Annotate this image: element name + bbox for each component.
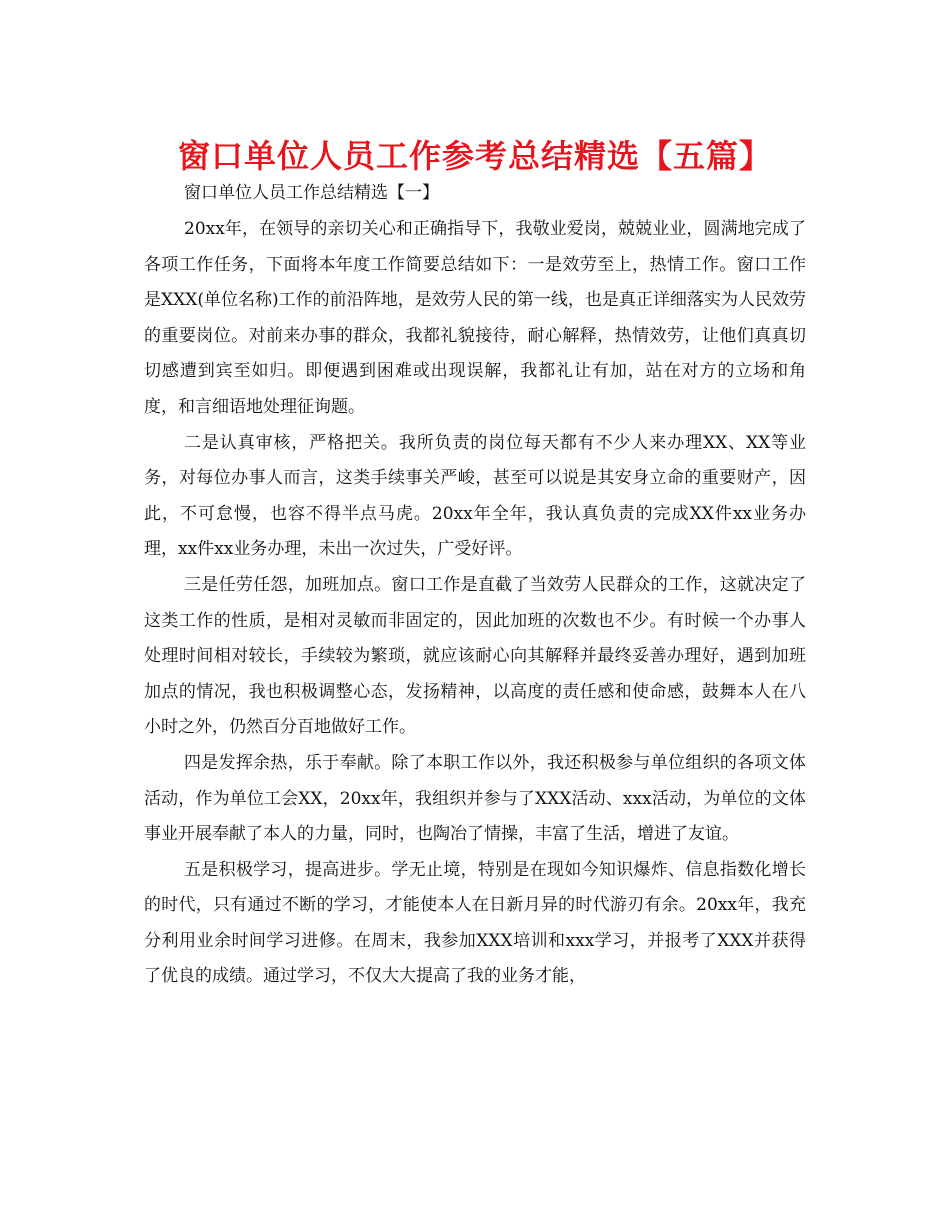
paragraph-1: 20xx年，在领导的亲切关心和正确指导下，我敬业爱岗，兢兢业业，圆满地完成了各项工作任务，下面将本年度工作简要总结如下：一是效劳至上，热情工作。窗口工作是XXX(单位名称)工作的前沿阵地，是效劳人民的第一线，也是真正详细落实为人民效劳的重要岗位。对前来办事的群众，我都礼貌接待，耐心解释，热情效劳，让他们真真切切感遭到宾至如归。即便遇到困难或出现误解，我都礼让有加，站在对方的立场和角度，和言细语地处理征询题。 (144, 219, 806, 417)
paragraph-5: 五是积极学习，提高进步。学无止境，特别是在现如今知识爆炸、信息指数化增长的时代，只有通过不断的学习，才能使本人在日新月异的时代游刃有余。20xx年，我充分利用业余时间学习进修。在周末，我参加XXX培训和xxx学习，并报考了XXX并获得了优良的成绩。通过学习，不仅大大提高了我的业务才能， (144, 859, 806, 987)
paragraph-2: 二是认真审核，严格把关。我所负责的岗位每天都有不少人来办理XX、XX等业务，对每位办事人而言，这类手续事关严峻，甚至可以说是其安身立命的重要财产，因此，不可怠慢，也容不得半点马虎。20xx年全年，我认真负责的完成XX件xx业务办理，xx件xx业务办理，未出一次过失，广受好评。 (144, 432, 806, 560)
page-title: 窗口单位人员工作参考总结精选【五篇】 (177, 137, 772, 175)
section-heading: 窗口单位人员工作总结精选【一】 (184, 183, 439, 203)
paragraph-4: 四是发挥余热，乐于奉献。除了本职工作以外，我还积极参与单位组织的各项文体活动，作为单位工会XX，20xx年，我组织并参与了XXX活动、xxx活动，为单位的文体事业开展奉献了本人的力量，同时，也陶冶了情操，丰富了生活，增进了友谊。 (144, 752, 806, 845)
document-body (144, 212, 806, 995)
paragraph-3: 三是任劳任怨，加班加点。窗口工作是直截了当效劳人民群众的工作，这就决定了这类工作的性质，是相对灵敏而非固定的，因此加班的次数也不少。有时候一个办事人处理时间相对较长，手续较为繁琐，就应该耐心向其解释并最终妥善办理好，遇到加班加点的情况，我也积极调整心态，发扬精神，以高度的责任感和使命感，鼓舞本人在八小时之外，仍然百分百地做好工作。 (144, 574, 806, 738)
